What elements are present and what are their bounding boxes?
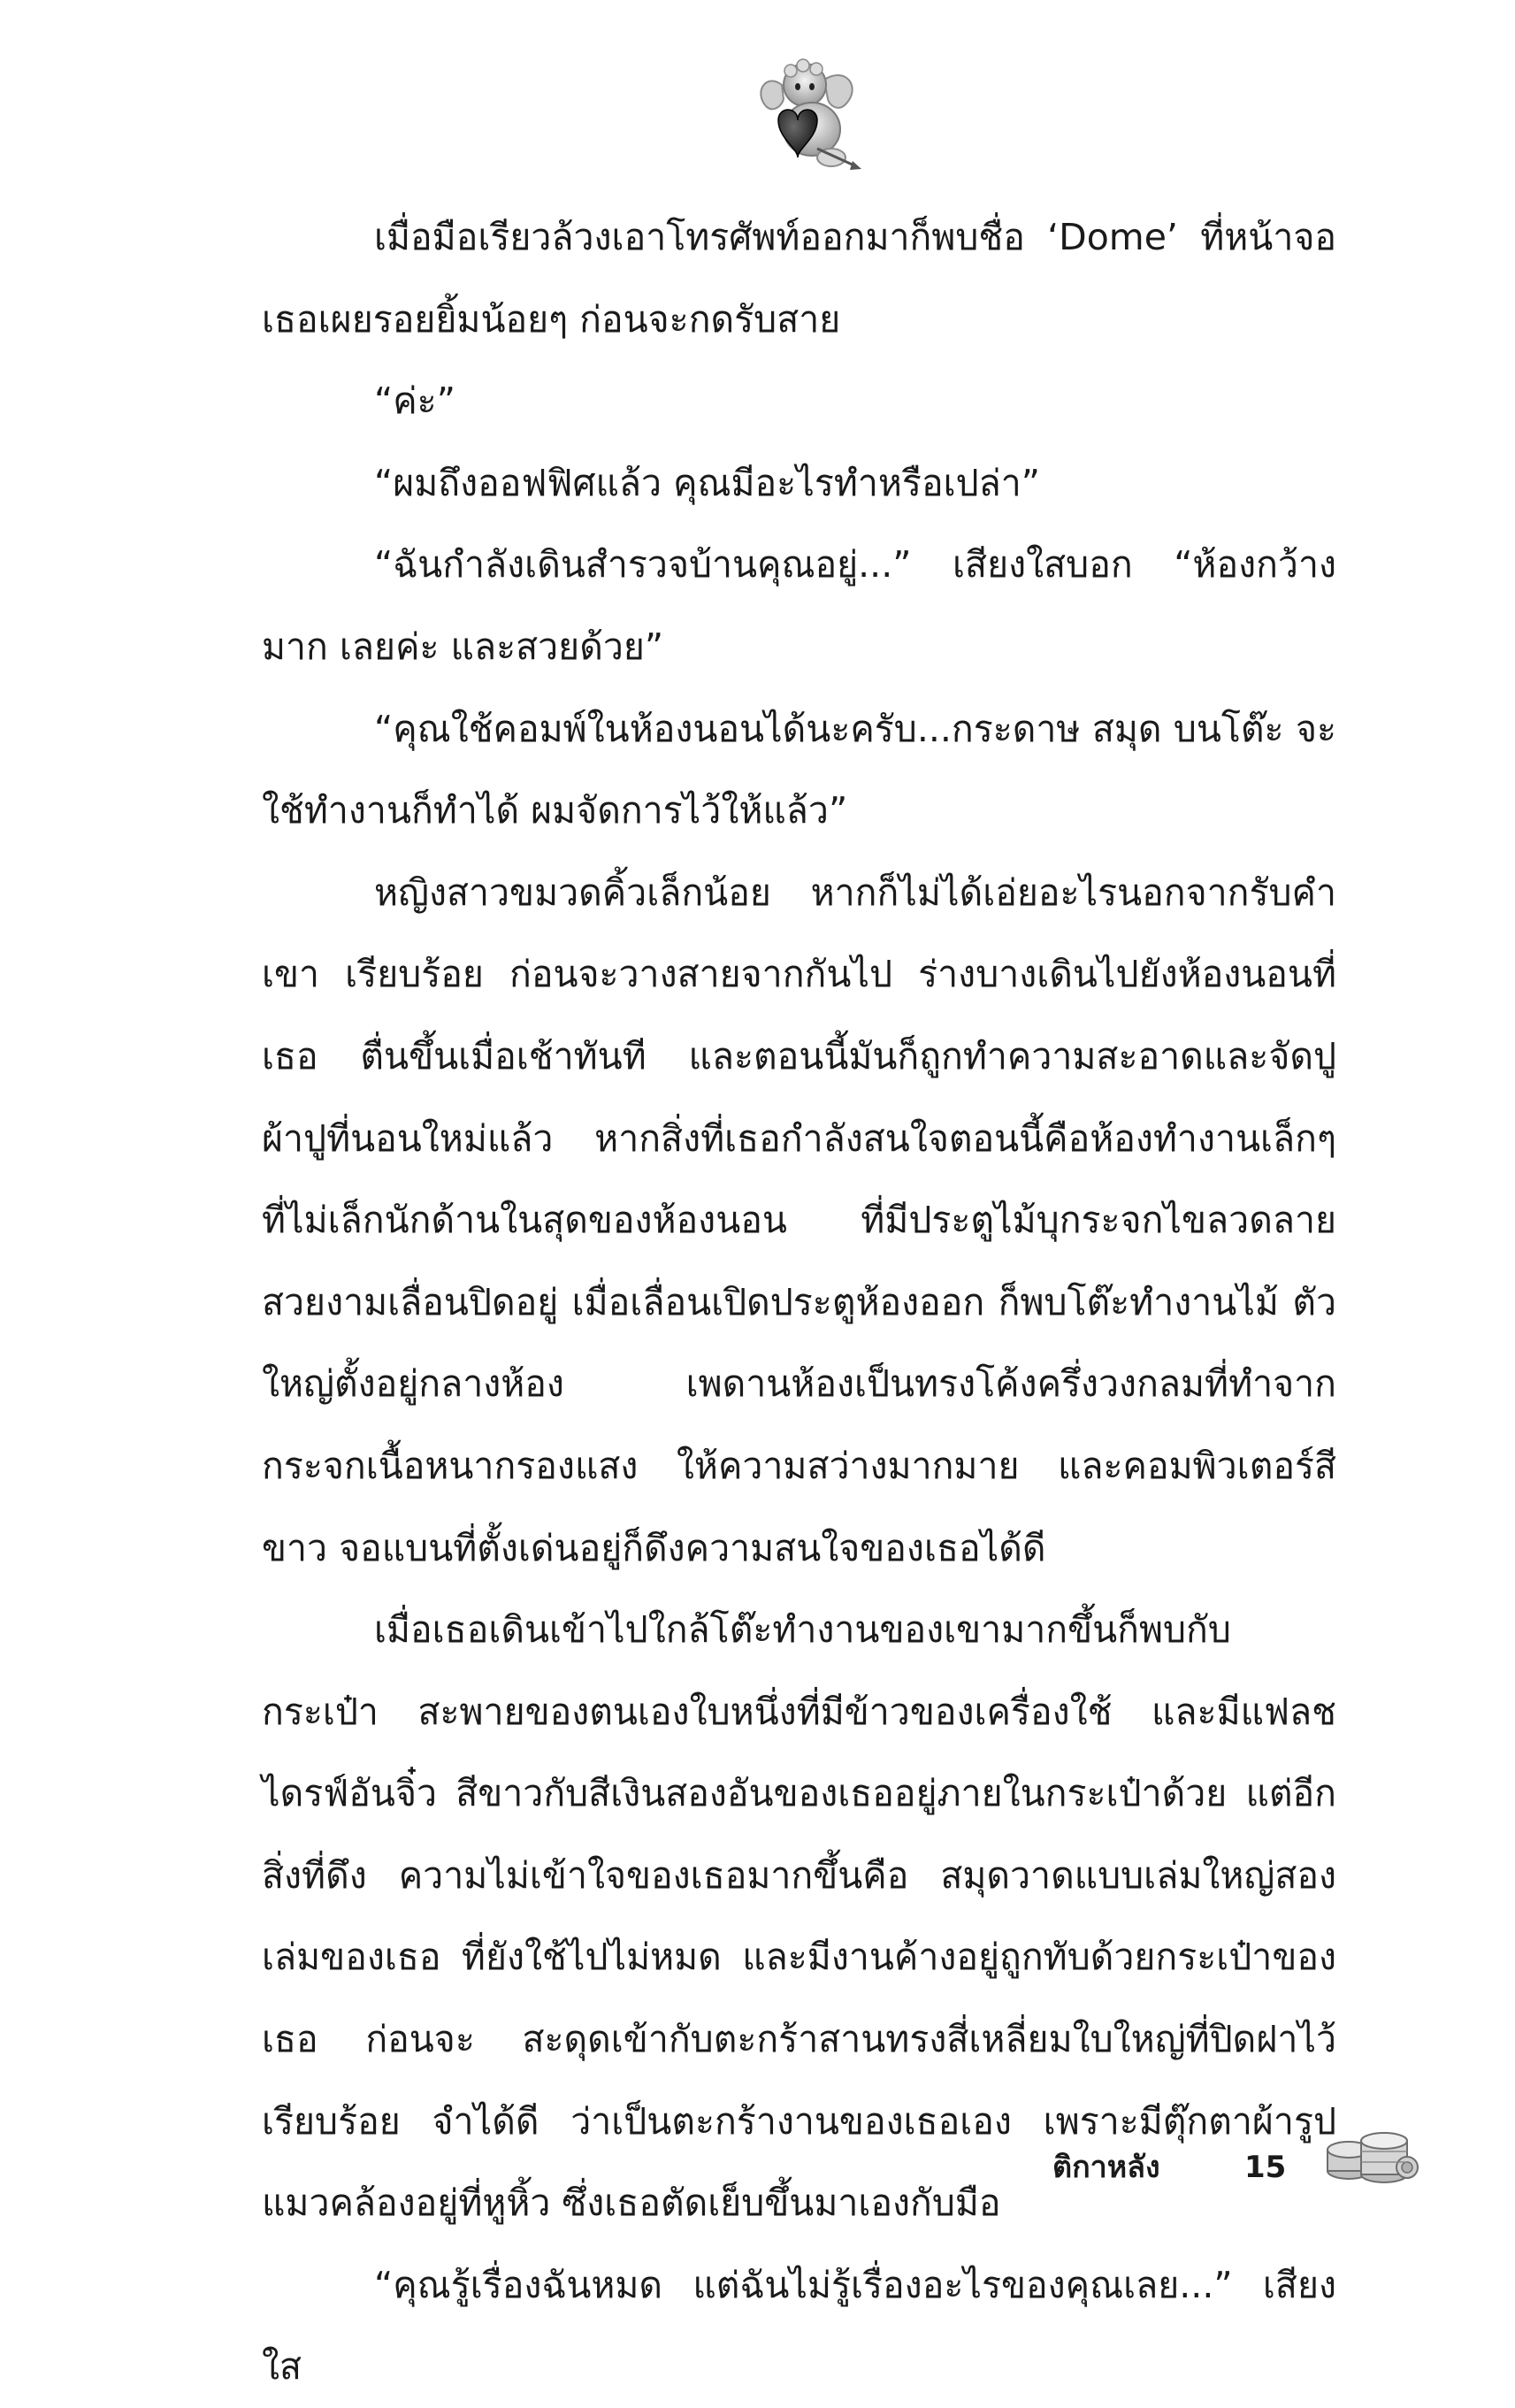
chapter-body-text: [262, 196, 1336, 2408]
paragraph: เมื่อเธอเดินเข้าไปใกล้โต๊ะทำงานของเขามากขึ้นก็พบกับกระเป๋า สะพายของตนเองใบหนึ่งที่มีข้าวของเครื่องใช้ และมีแฟลชไดรฟ์อันจิ๋ว สีขาวกับสีเงินสองอันของเธออยู่ภายในกระเป๋าด้วย แต่อีกสิ่งที่ดึง ความไม่เข้าใจของเธอมากขึ้นคือ สมุดวาดแบบเล่มใหญ่สองเล่มของเธอ ที่ยังใช้ไปไม่หมด และมีงานค้างอยู่ถูกทับด้วยกระเป๋าของเธอ ก่อนจะ สะดุดเข้ากับตะกร้าสานทรงสี่เหลี่ยมใบใหญ่ที่ปิดฝาไว้เรียบร้อย จำได้ดี ว่าเป็นตะกร้างานของเธอเอง เพราะมีตุ๊กตาผ้ารูปแมวคล้องอยู่ที่หูหิ้ว ซึ่งเธอตัดเย็บขึ้นมาเองกับมือ: [262, 1608, 1336, 2225]
paragraph: “ฉันกำลังเดินสำรวจบ้านคุณอยู่...” เสียงใสบอก “ห้องกว้างมาก เลยค่ะ และสวยด้วย”: [262, 543, 1336, 668]
paragraph: “คุณใช้คอมพ์ในห้องนอนได้นะครับ...กระดาษ สมุด บนโต๊ะ จะใช้ทำงานก็ทำได้ ผมจัดการไว้ให้แล้ว”: [262, 707, 1336, 832]
paragraph: เมื่อมือเรียวล้วงเอาโทรศัพท์ออกมาก็พบชื่อ ‘Dome’ ที่หน้าจอ เธอเผยรอยยิ้มน้อยๆ ก่อนจะกดรับสาย: [262, 216, 1336, 341]
running-title: ติกาหลัง: [1052, 2150, 1160, 2185]
coin-stack-icon: [1322, 2123, 1419, 2185]
page-footer: [1052, 2150, 1450, 2203]
page-number: 15: [1244, 2150, 1287, 2185]
cupid-with-heart-icon: [743, 53, 867, 177]
paragraph: หญิงสาวขมวดคิ้วเล็กน้อย หากก็ไม่ได้เอ่ยอะไรนอกจากรับคำเขา เรียบร้อย ก่อนจะวางสายจากกันไป ร่างบางเดินไปยังห้องนอนที่เธอ ตื่นขึ้นเมื่อเช้าทันที และตอนนี้มันก็ถูกทำความสะอาดและจัดปู ผ้าปูที่นอนใหม่แล้ว หากสิ่งที่เธอกำลังสนใจตอนนี้คือห้องทำงานเล็กๆ ที่ไม่เล็กนักด้านในสุดของห้องนอน ที่มีประตูไม้บุกระจกไขลวดลาย สวยงามเลื่อนปิดอยู่ เมื่อเลื่อนเปิดประตูห้องออก ก็พบโต๊ะทำงานไม้ ตัวใหญ่ตั้งอยู่กลางห้อง เพดานห้องเป็นทรงโค้งครึ่งวงกลมที่ทำจาก กระจกเนื้อหนากรองแสง ให้ความสว่างมากมาย และคอมพิวเตอร์สีขาว จอแบนที่ตั้งเด่นอยู่ก็ดึงความสนใจของเธอได้ดี: [262, 870, 1336, 1569]
paragraph: “ผมถึงออฟฟิศแล้ว คุณมีอะไรทำหรือเปล่า”: [374, 461, 1040, 504]
paragraph: “คุณรู้เรื่องฉันหมด แต่ฉันไม่รู้เรื่องอะไรของคุณเลย...” เสียงใส: [262, 2263, 1336, 2389]
paragraph: “ค่ะ”: [374, 380, 455, 423]
